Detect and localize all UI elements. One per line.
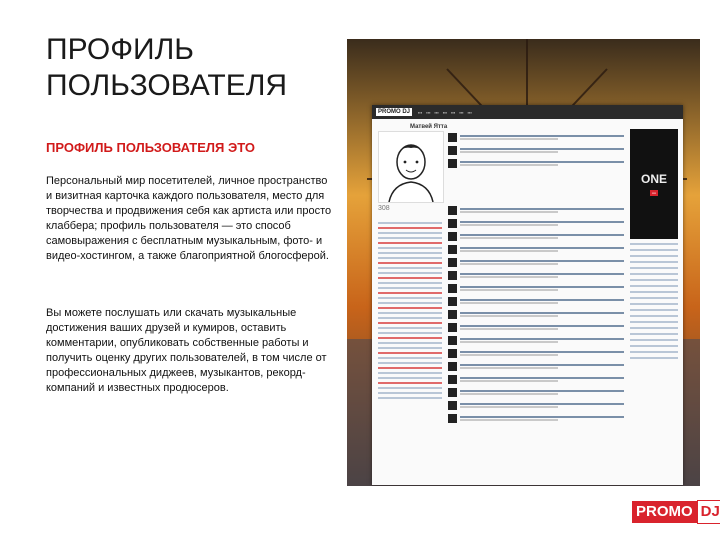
- avatar: [378, 131, 444, 203]
- logo-promo: PROMO: [632, 501, 697, 523]
- avatar-drawing-icon: [379, 132, 443, 202]
- logo-dj: DJ: [697, 500, 720, 524]
- promodj-logo: [632, 500, 720, 524]
- description-paragraph-1: Персональный мир посетителей, личное пространство и визитная карточка каждого пользователя, место для творчества и продвижения себя как артиста или просто клаббера; профиль пользователя — это способ самовыражения с бесплатным музыкальным, фото- и видео-хостингом, а также благоприятной блогосферой.: [46, 175, 332, 262]
- advert-banner: ONE ▪▪▪▪: [630, 129, 678, 239]
- profile-sidebar: [378, 219, 442, 402]
- avatar-count: 308: [378, 205, 390, 212]
- track-list: [448, 129, 624, 427]
- site-nav: ▪▪▪ ▪▪▪ ▪▪▪ ▪▪▪ ▪▪▪ ▪▪▪ ▪▪▪: [418, 109, 472, 115]
- site-logo: PROMO DJ: [378, 109, 411, 115]
- slide-title: ПРОФИЛЬ ПОЛЬЗОВАТЕЛЯ: [46, 33, 288, 102]
- slide-subtitle: ПРОФИЛЬ ПОЛЬЗОВАТЕЛЯ ЭТО: [46, 140, 255, 155]
- website-screenshot: [347, 39, 700, 486]
- profile-page-screenshot: [372, 105, 683, 485]
- profile-name: Матвей Ятта: [410, 124, 448, 130]
- description-paragraph-2: Вы можете послушать или скачать музыкальные достижения ваших друзей и кумиров, оставить комментарии, опубликовать собственные работы и получить оценку других пользователей, в том числе от профессиональных диджеев, музыкантов, рекорд-компаний и известных продюсеров.: [46, 307, 327, 394]
- site-header: [372, 105, 683, 119]
- advert-text: ONE: [640, 172, 667, 186]
- right-sidebar: [630, 129, 678, 363]
